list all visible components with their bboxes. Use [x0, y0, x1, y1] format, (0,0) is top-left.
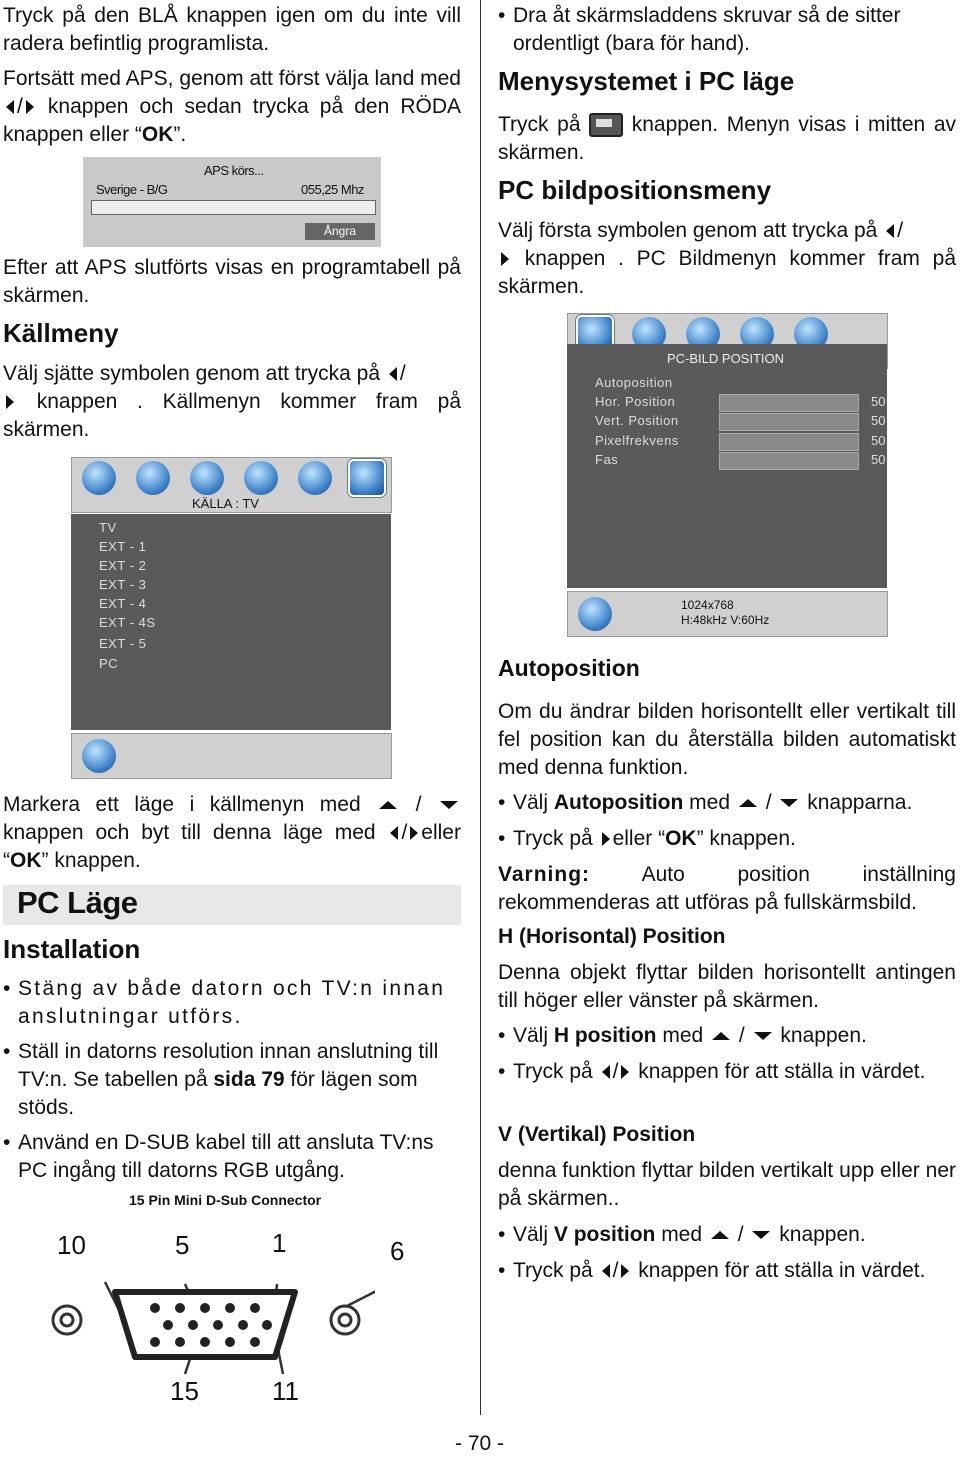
pc-lage-banner — [3, 885, 461, 925]
heading-autoposition: Autoposition — [498, 655, 640, 681]
source-item-tv[interactable]: TV — [99, 520, 117, 535]
heading-v-position: V (Vertikal) Position — [498, 1123, 696, 1146]
pc-item-fas[interactable]: Fas — [595, 452, 619, 467]
bullet-turn-off: • Stäng av både datorn och TV:n innan anslutningar utförs. — [3, 975, 462, 1031]
pin-label-5: 5 — [175, 1230, 190, 1260]
para-aps-start: Fortsätt med APS, genom att först välja land med / knappen och sedan trycka på den RÖDA knappen eller “OK”. — [3, 67, 461, 146]
arrow-left-icon — [6, 100, 14, 114]
screw-left — [53, 1306, 81, 1334]
arrow-right-icon — [621, 1264, 629, 1278]
pc-footer-icon — [578, 597, 612, 631]
pin-label-6: 6 — [390, 1236, 405, 1266]
pc-item-hor-position[interactable]: Hor. Position — [595, 394, 676, 409]
pointer-line — [345, 1284, 375, 1307]
arrow-down-icon — [752, 1231, 770, 1239]
para-h-position: Denna objekt flyttar bilden horisontellt antingen till höger eller vänster på skärmen. — [498, 961, 956, 1012]
pc-frequency: H:48kHz V:60Hz — [681, 613, 770, 627]
para-pc-bild: Välj första symbolen genom att trycka på / knappen . PC Bildmenyn kommer fram på skärmen. — [498, 219, 956, 298]
arrow-right-icon — [410, 826, 418, 840]
aps-cancel-button[interactable]: Ångra — [305, 223, 375, 240]
arrow-left-icon — [602, 1264, 610, 1278]
source-menu-footer — [71, 733, 392, 779]
source-footer-icon — [82, 739, 116, 773]
pin-label-1: 1 — [272, 1228, 287, 1258]
pixelfrekvens-value: 50 — [871, 433, 886, 448]
arrow-left-icon — [886, 224, 894, 238]
source-icon[interactable] — [350, 461, 384, 495]
page-number: - 70 - — [455, 1432, 505, 1455]
para-v-position: denna funktion flyttar bilden vertikalt upp eller ner på skärmen.. — [498, 1159, 956, 1210]
para-autoposition: Om du ändrar bilden horisontellt eller vertikalt till fel position kan du återställa bilden automatiskt med denna funktion. — [498, 700, 956, 779]
source-item-ext1[interactable]: EXT - 1 — [99, 539, 147, 554]
screw-right — [331, 1306, 359, 1334]
source-item-pc[interactable]: PC — [99, 656, 119, 671]
arrow-right-icon — [6, 395, 14, 409]
pc-menu-footer — [567, 591, 888, 637]
pin-label-10: 10 — [57, 1230, 86, 1260]
connector-title: 15 Pin Mini D-Sub Connector — [129, 1192, 322, 1208]
bullet-resolution: • Ställ in datorns resolution innan anslutning till TV:n. Se tabellen på sida 79 för lägen som stöds. — [3, 1038, 462, 1122]
bullet-dsub: • Använd en D-SUB kabel till att ansluta TV:ns PC ingång till datorns RGB utgång. — [3, 1129, 462, 1185]
aps-title: APS körs... — [204, 163, 264, 178]
arrow-right-icon — [602, 832, 610, 846]
heading-h-position: H (Horisontal) Position — [498, 925, 726, 948]
source-item-ext4[interactable]: EXT - 4 — [99, 596, 147, 611]
globe-icon[interactable] — [136, 461, 170, 495]
arrow-right-icon — [501, 252, 509, 266]
home-icon[interactable] — [82, 461, 116, 495]
arrow-down-icon — [440, 801, 458, 809]
settings-icon[interactable] — [244, 461, 278, 495]
aps-country: Sverige - B/G — [96, 182, 168, 197]
pc-item-autoposition[interactable]: Autoposition — [595, 375, 673, 390]
fas-value: 50 — [871, 452, 886, 467]
screw-right-inner — [339, 1314, 351, 1326]
aps-dialog — [83, 157, 381, 247]
bullet-select-autoposition: • Välj Autoposition med / knapparna. — [498, 789, 957, 817]
arrow-down-icon — [754, 1032, 772, 1040]
bullet-press-ok: • Tryck på eller “OK” knappen. — [498, 825, 957, 853]
arrow-up-icon — [739, 799, 757, 807]
para-source-mark: Markera ett läge i källmenyn med / knappen och byt till denna läge med / eller “OK” knappen. — [3, 793, 461, 872]
pc-menu-title: PC-BILD POSITION — [667, 351, 785, 366]
arrow-right-icon — [621, 1065, 629, 1079]
source-menu-icon-bar — [71, 457, 392, 513]
pc-resolution: 1024x768 — [681, 598, 734, 612]
heading-menu-system: Menysystemet i PC läge — [498, 66, 795, 96]
people-icon[interactable] — [190, 461, 224, 495]
source-item-ext5[interactable]: EXT - 5 — [99, 636, 147, 651]
vert-position-slider[interactable] — [719, 413, 859, 431]
heading-pc-bild: PC bildpositionsmeny — [498, 175, 772, 205]
arrow-down-icon — [780, 799, 798, 807]
aps-frequency: 055,25 Mhz — [301, 182, 364, 197]
dsub-connector-diagram — [45, 1262, 375, 1382]
arrow-right-icon — [26, 100, 34, 114]
pixelfrekvens-slider[interactable] — [719, 433, 859, 451]
para-blue-button: Tryck på den BLÅ knappen igen om du inte vill radera befintlig programlista. — [3, 4, 461, 55]
arrow-up-icon — [711, 1231, 729, 1239]
source-item-ext4s[interactable]: EXT - 4S — [99, 615, 156, 630]
para-menu-button: Tryck på knappen. Menyn visas i mitten av skärmen. — [498, 113, 957, 164]
column-divider — [480, 0, 481, 1415]
bullet-screws: • Dra åt skärmsladdens skruvar så de sitter ordentligt (bara för hand). — [498, 2, 957, 58]
arrow-left-icon — [389, 367, 397, 381]
aps-progress-bar — [91, 200, 376, 215]
note-icon[interactable] — [298, 461, 332, 495]
source-menu-title: KÄLLA : TV — [192, 496, 259, 511]
fas-slider[interactable] — [719, 452, 859, 470]
heading-pc-lage: PC Läge — [17, 885, 138, 920]
bullet-select-h: • Välj H position med / knappen. — [498, 1022, 957, 1050]
bullet-adjust-v: • Tryck på / knappen för att ställa in värdet. — [498, 1257, 957, 1285]
heading-kallmeny: Källmeny — [3, 318, 119, 348]
screw-left-inner — [61, 1314, 73, 1326]
arrow-up-icon — [379, 801, 397, 809]
pin-label-11: 11 — [272, 1376, 299, 1406]
pc-item-vert-position[interactable]: Vert. Position — [595, 413, 679, 428]
arrow-left-icon — [602, 1065, 610, 1079]
para-warning: Varning: Auto position inställning rekommenderas att utföras på fullskärmsbild. — [498, 863, 956, 914]
source-menu-list — [71, 514, 391, 730]
hor-position-slider[interactable] — [719, 394, 859, 412]
bullet-adjust-h: • Tryck på / knappen för att ställa in värdet. — [498, 1058, 957, 1086]
pc-item-pixelfrekvens[interactable]: Pixelfrekvens — [595, 433, 679, 448]
pc-menu-list — [567, 344, 887, 588]
pin-label-15: 15 — [170, 1376, 199, 1406]
source-item-ext2[interactable]: EXT - 2 — [99, 558, 147, 573]
vert-position-value: 50 — [871, 413, 886, 428]
para-aps-done: Efter att APS slutförts visas en programtabell på skärmen. — [3, 256, 461, 307]
para-source-select: Välj sjätte symbolen genom att trycka på / knappen . Källmenyn kommer fram på skärmen. — [3, 362, 462, 441]
arrow-left-icon — [390, 826, 398, 840]
arrow-up-icon — [712, 1032, 730, 1040]
heading-installation: Installation — [3, 934, 141, 964]
source-item-ext3[interactable]: EXT - 3 — [99, 577, 147, 592]
bullet-select-v: • Välj V position med / knappen. — [498, 1221, 957, 1249]
menu-button-icon — [589, 113, 623, 137]
hor-position-value: 50 — [871, 394, 886, 409]
